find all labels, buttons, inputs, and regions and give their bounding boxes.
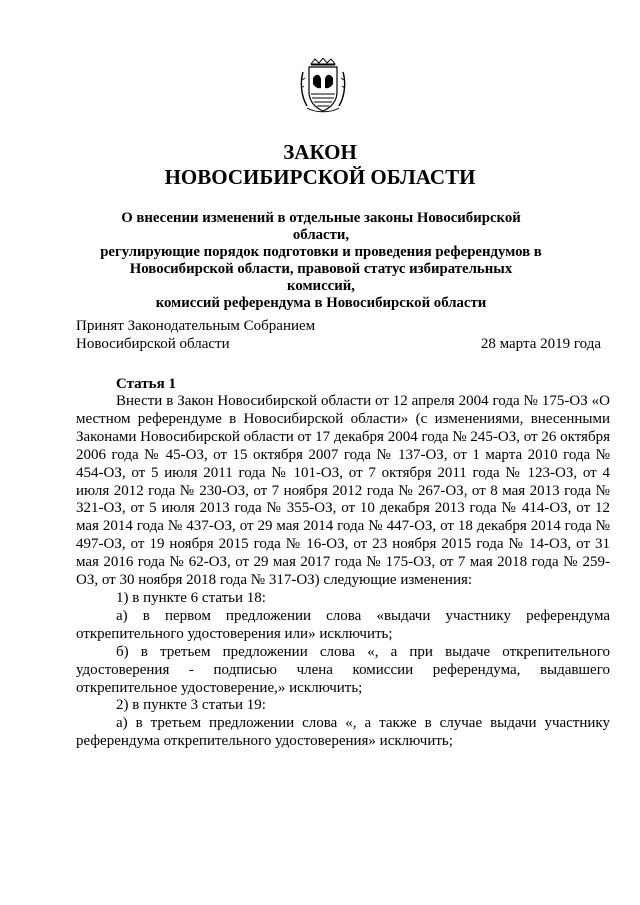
article-paragraph: 2) в пункте 3 статьи 19: xyxy=(116,697,266,714)
article-heading: Статья 1 xyxy=(116,376,176,392)
article-paragraph: б) в третьем предложении слова «, а при выдаче открепительного удостоверения - подписью члена комиссии референдума, выдавшего открепительное удостоверение,» исключить; xyxy=(76,643,610,696)
law-subject-line: О внесении изменений в отдельные законы Новосибирской области, xyxy=(121,210,521,243)
law-subject-line: комиссий референдума в Новосибирской области xyxy=(155,295,487,311)
article-body xyxy=(76,393,610,751)
article-paragraph: 1) в пункте 6 статьи 18: xyxy=(116,589,266,606)
adoption-date: 28 марта 2019 года xyxy=(480,336,601,352)
region-title: НОВОСИБИРСКОЙ ОБЛАСТИ xyxy=(164,165,476,189)
law-title: ЗАКОН xyxy=(283,140,357,164)
law-subject xyxy=(96,210,546,312)
adoption-line: Новосибирской области xyxy=(76,336,230,352)
coat-of-arms-icon xyxy=(299,58,347,114)
adoption-line: Принят Законодательным Собранием xyxy=(76,318,316,334)
adoption-body xyxy=(76,317,315,353)
article-paragraph: Внести в Закон Новосибирской области от 12 апреля 2004 года № 175-ОЗ «О местном референдуме в Новосибирской области» (с изменениями, внесенными Законами Новосибирской области от 17 декабря 2004 года № 245-ОЗ, от 26 октября 2006 года № 45-ОЗ, от 15 октября 2007 года № 137-ОЗ, от 1 марта 2010 года № 454-ОЗ, от 5 июля 2011 года № 101-ОЗ, от 7 октября 2011 года № 123-ОЗ, от 4 июля 2012 года № 230-ОЗ, от 7 ноября 2012 года № 267-ОЗ, от 8 мая 2013 года № 321-ОЗ, от 5 июля 2013 года № 355-ОЗ, от 10 декабря 2013 года № 414-ОЗ, от 12 мая 2014 года № 437-ОЗ, от 29 мая 2014 года № 447-ОЗ, от 18 декабря 2014 года № 497-ОЗ, от 19 ноября 2015 года № 16-ОЗ, от 23 ноября 2015 года № 14-ОЗ, от 31 мая 2016 года № 62-ОЗ, от 29 мая 2017 года № 175-ОЗ, от 7 мая 2018 года № 259-ОЗ, от 30 ноября 2018 года № 317-ОЗ) следующие изменения: xyxy=(76,393,610,589)
law-subject-line: Новосибирской области, правовой статус избирательных комиссий, xyxy=(129,261,513,294)
law-subject-line: регулирующие порядок подготовки и проведения референдумов в xyxy=(100,244,542,260)
article-paragraph: а) в первом предложении слова «выдачи участнику референдума открепительного удостоверения или» исключить; xyxy=(76,607,610,642)
article-paragraph: а) в третьем предложении слова «, а также в случае выдачи участнику референдума открепительного удостоверения» исключить; xyxy=(76,715,610,750)
